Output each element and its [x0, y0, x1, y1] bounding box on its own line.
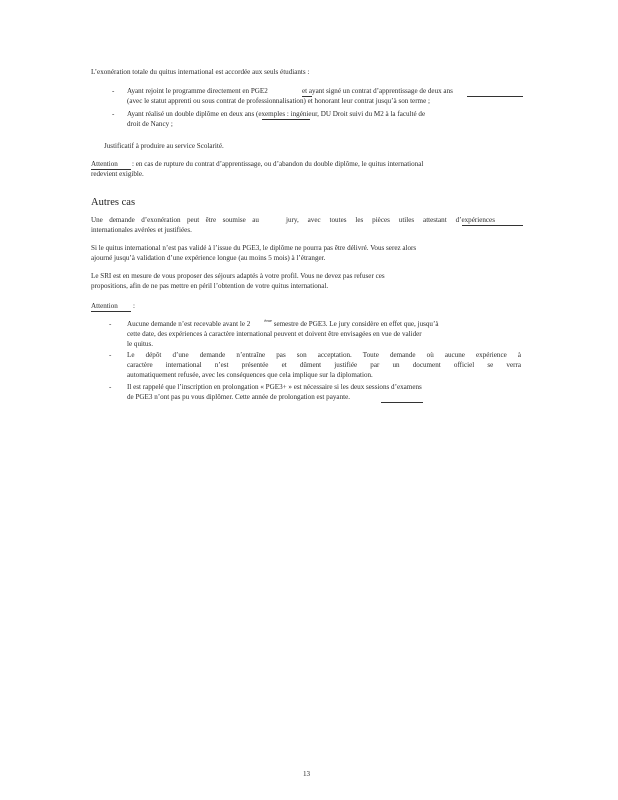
bullet-dash: -: [112, 87, 115, 95]
word: d’exonération: [141, 216, 181, 224]
s2-bullet-2-line2: caractère international n’est présentée et dûment justifiée par un document officiel se verra: [127, 361, 521, 369]
s2-bullet-1-line3: le quitus.: [127, 340, 154, 348]
underline: [262, 119, 310, 120]
s2-bullet-1-line1: [127, 320, 438, 329]
s2-bullet-2-line1: Le dépôt d’une demande n’entraîne pas son acceptation. Toute demande où aucune expérience à: [127, 351, 521, 359]
superscript: ème: [264, 318, 272, 323]
bullet-2-line1: Ayant réalisé un double diplôme en deux ans (exemples : ingénieur, DU Droit suivi du M2 à la faculté de: [127, 110, 426, 118]
bullet-2-line2: droit de Nancy ;: [127, 120, 173, 128]
word: peut: [186, 216, 200, 224]
s2-bullet-1-line1-b: semestre de PGE3. Le jury considère en effet que, jusqu’à: [273, 320, 439, 328]
intro-text: L’exonération totale du quitus international est accordée aux seuls étudiants :: [91, 68, 310, 76]
attention-line2: redevient exigible.: [91, 170, 144, 178]
word: soumise: [222, 216, 246, 224]
p3-line2: propositions, afin de ne pas mettre en péril l’obtention de votre quitus international.: [91, 282, 329, 290]
underline: [381, 402, 423, 403]
attention-line1: : en cas de rupture du contrat d’apprentissage, ou d’abandon du double diplôme, le quitus international: [132, 160, 424, 168]
word: d’expériences: [455, 216, 495, 224]
bullet-1-line1-b: et ayant signé un contrat d’apprentissage de deux ans: [302, 87, 453, 95]
p1-line1-a: [91, 216, 259, 225]
word: demande: [109, 216, 135, 224]
word: avec: [307, 216, 321, 224]
word: Une: [91, 216, 103, 224]
bullet-1-line2: (avec le statut apprenti ou sous contrat de professionnalisation) et honorant leur contrat jusqu’à son terme ;: [127, 97, 430, 105]
word: jury,: [286, 216, 299, 224]
p2-line1: Si le quitus international n’est pas validé à l’issue du PGE3, le diplôme ne pourra pas être délivré. Vous serez alors: [91, 244, 417, 252]
p3-line1: Le SRI est en mesure de vous proposer des séjours adaptés à votre profil. Vous ne devez pas refuser ces: [91, 272, 385, 280]
p2-line2: ajourné jusqu’à validation d’une expérience longue (au moins 5 mois) à l’étranger.: [91, 254, 326, 262]
word: attestant: [423, 216, 447, 224]
s2-bullet-2-line3: automatiquement refusée, avec les conséquences que cela implique sur la diplomation.: [127, 371, 373, 379]
attention-colon: :: [133, 302, 135, 310]
bullet-1-line1-a: Ayant rejoint le programme directement en PGE2: [127, 87, 268, 95]
word: pièces: [372, 216, 390, 224]
word: au: [252, 216, 259, 224]
s2-bullet-1-line1-a: Aucune demande n’est recevable avant le 2: [127, 320, 251, 328]
word: toutes: [329, 216, 347, 224]
s2-bullet-3-line1: Il est rappelé que l’inscription en prolongation « PGE3+ » est nécessaire si les deux sessions d’examens: [127, 383, 422, 391]
word: les: [355, 216, 364, 224]
bullet-dash: -: [109, 351, 112, 359]
word: être: [205, 216, 217, 224]
p1-line1-b: [286, 216, 495, 225]
s2-bullet-1-line2: cette date, des expériences à caractère international peuvent et doivent être envisagées en vue de valider: [127, 330, 422, 338]
bullet-dash: -: [112, 110, 115, 118]
page-number: 13: [303, 770, 311, 778]
section-heading: Autres cas: [91, 197, 136, 208]
p1-line2: internationales avérées et justifiées.: [91, 226, 192, 234]
bullet-dash: -: [109, 383, 112, 391]
underline: [462, 225, 523, 226]
underline: [467, 96, 523, 97]
attention-underline-2: [91, 311, 131, 312]
attention-label: Attention: [91, 160, 118, 168]
attention-label-2: Attention: [91, 302, 118, 310]
bullet-dash: -: [109, 320, 112, 328]
justificatif-text: Justificatif à produire au service Scolarité.: [104, 142, 224, 150]
s2-bullet-3-line2: de PGE3 n’ont pas pu vous diplômer. Cette année de prolongation est payante.: [127, 393, 351, 401]
word: utiles: [398, 216, 415, 224]
